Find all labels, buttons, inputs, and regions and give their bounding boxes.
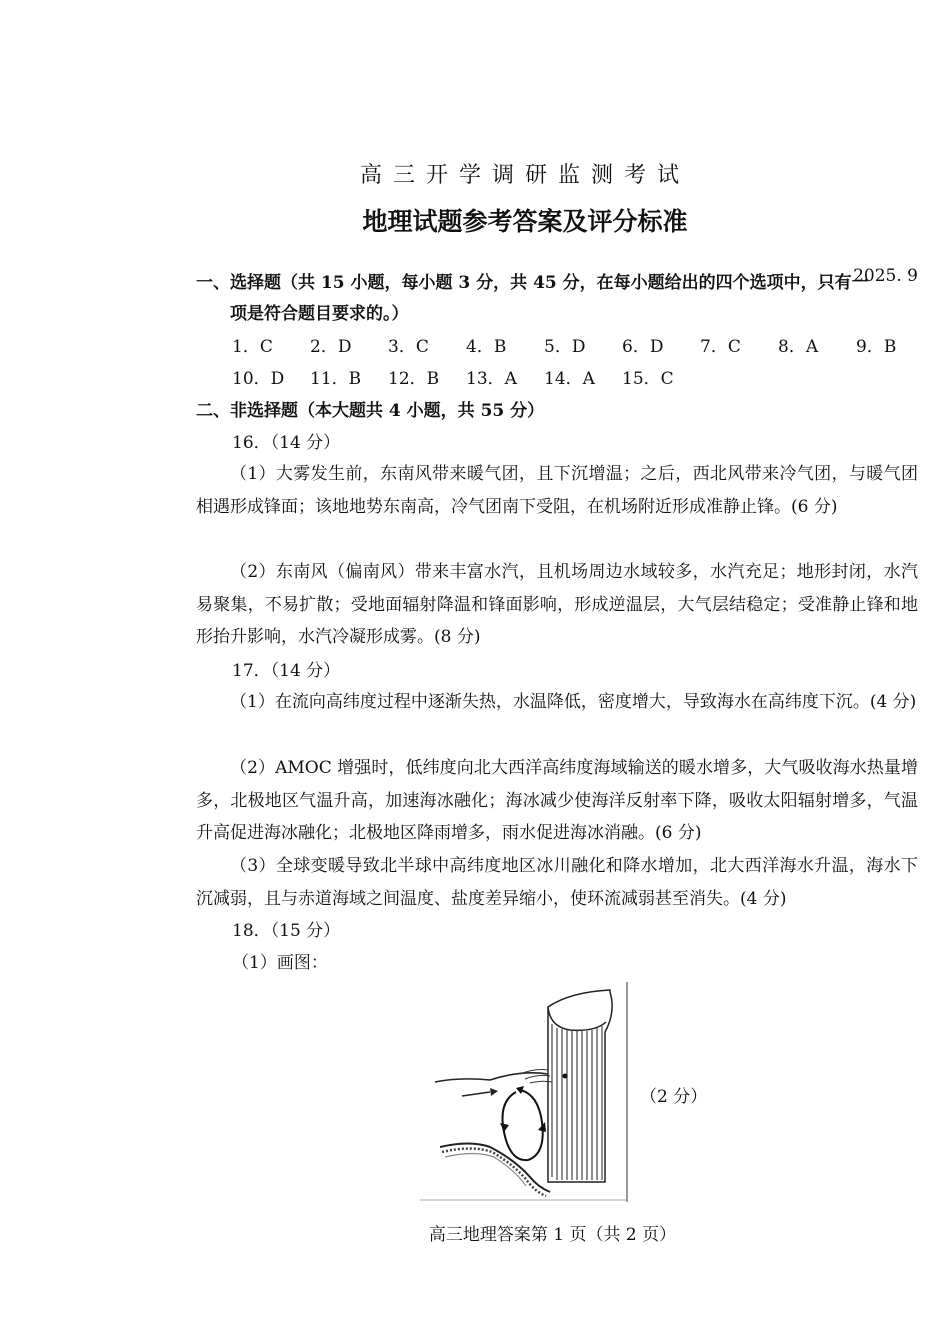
answer-item: 11．B: [310, 369, 362, 389]
q17-answer-3: （3）全球变暖导致北半球中高纬度地区冰川融化和降水增加，北大西洋海水升温，海水下沉减弱，且与赤道海域之间温度、盐度差异缩小，使环流减弱甚至消失。(4 分): [196, 856, 918, 909]
answer-item: 9．B: [856, 337, 897, 357]
answer-item: 10．D: [232, 369, 285, 389]
q18-label: 18．（15 分）: [232, 921, 341, 941]
section2-heading: 二、非选择题（本大题共 4 小题，共 55 分）: [196, 401, 545, 421]
document-date: 2025. 9: [853, 266, 918, 286]
q16-answer-1: （1）大雾发生前，东南风带来暖气团，且下沉增温；之后，西北风带来冷气团，与暖气团相遇形成锋面；该地地势东南高，冷气团南下受阻，在机场附近形成准静止锋。(6 分): [196, 464, 918, 517]
answer-item: 14．A: [544, 369, 595, 389]
circulation-diagram-svg: [420, 982, 630, 1202]
answer-item: 13．A: [466, 369, 517, 389]
surface-flow-arrow: [462, 1088, 498, 1096]
q16-answer-2: （2）东南风（偏南风）带来丰富水汽，且机场周边水域较多，水汽充足；地形封闭，水汽易聚集，不易扩散；受地面辐射降温和锋面影响，形成逆温层，大气层结稳定；受准静止锋和地形抬升影响，水汽冷凝形成雾。(8 分): [196, 562, 918, 647]
answer-item: 3．C: [388, 337, 429, 357]
answer-item: 1．C: [232, 337, 273, 357]
q18-answer-1: （1）画图：: [232, 953, 328, 973]
page-footer: 高三地理答案第 1 页（共 2 页）: [428, 1225, 677, 1245]
answer-item: 7．C: [700, 337, 741, 357]
answer-row-2: [232, 368, 700, 390]
answer-item: 12．B: [388, 369, 440, 389]
q17-answer-2: （2）AMOC 增强时，低纬度向北大西洋高纬度海域输送的暖水增多，大气吸收海水热量增多，北极地区气温升高，加速海冰融化；海冰减少使海洋反射率下降，吸收太阳辐射增多，气温升高促进海冰融化；北极地区降雨增多，雨水促进海冰消融。(6 分): [196, 758, 918, 843]
q17-label: 17．（14 分）: [232, 661, 341, 681]
answer-item: 15．C: [622, 369, 674, 389]
sinking-circulation-loop: [500, 1086, 546, 1160]
section1-heading-line1: 一、选择题（共 15 小题，每小题 3 分，共 45 分，在每小题给出的四个选项中，只有一: [196, 273, 869, 293]
figure-score: （2 分）: [640, 1087, 708, 1107]
section1-heading-line2: 项是符合题目要求的。）: [230, 304, 409, 324]
q16-label: 16．（14 分）: [232, 433, 341, 453]
glacier-block: [548, 990, 612, 1182]
answer-item: 5．D: [544, 337, 586, 357]
answer-item: 2．D: [310, 337, 352, 357]
answer-item: 4．B: [466, 337, 507, 357]
document-subtitle: 地理试题参考答案及评分标准: [362, 207, 688, 236]
answer-item: 8．A: [778, 337, 819, 357]
answer-item: 6．D: [622, 337, 664, 357]
circulation-diagram: [420, 982, 630, 1202]
answer-row-1: [232, 336, 906, 358]
exam-title: 高三开学调研监测考试: [359, 163, 690, 188]
seabed: [440, 1144, 550, 1197]
q17-answer-1: （1）在流向高纬度过程中逐渐失热，水温降低，密度增大，导致海水在高纬度下沉。(4 分): [230, 692, 917, 712]
